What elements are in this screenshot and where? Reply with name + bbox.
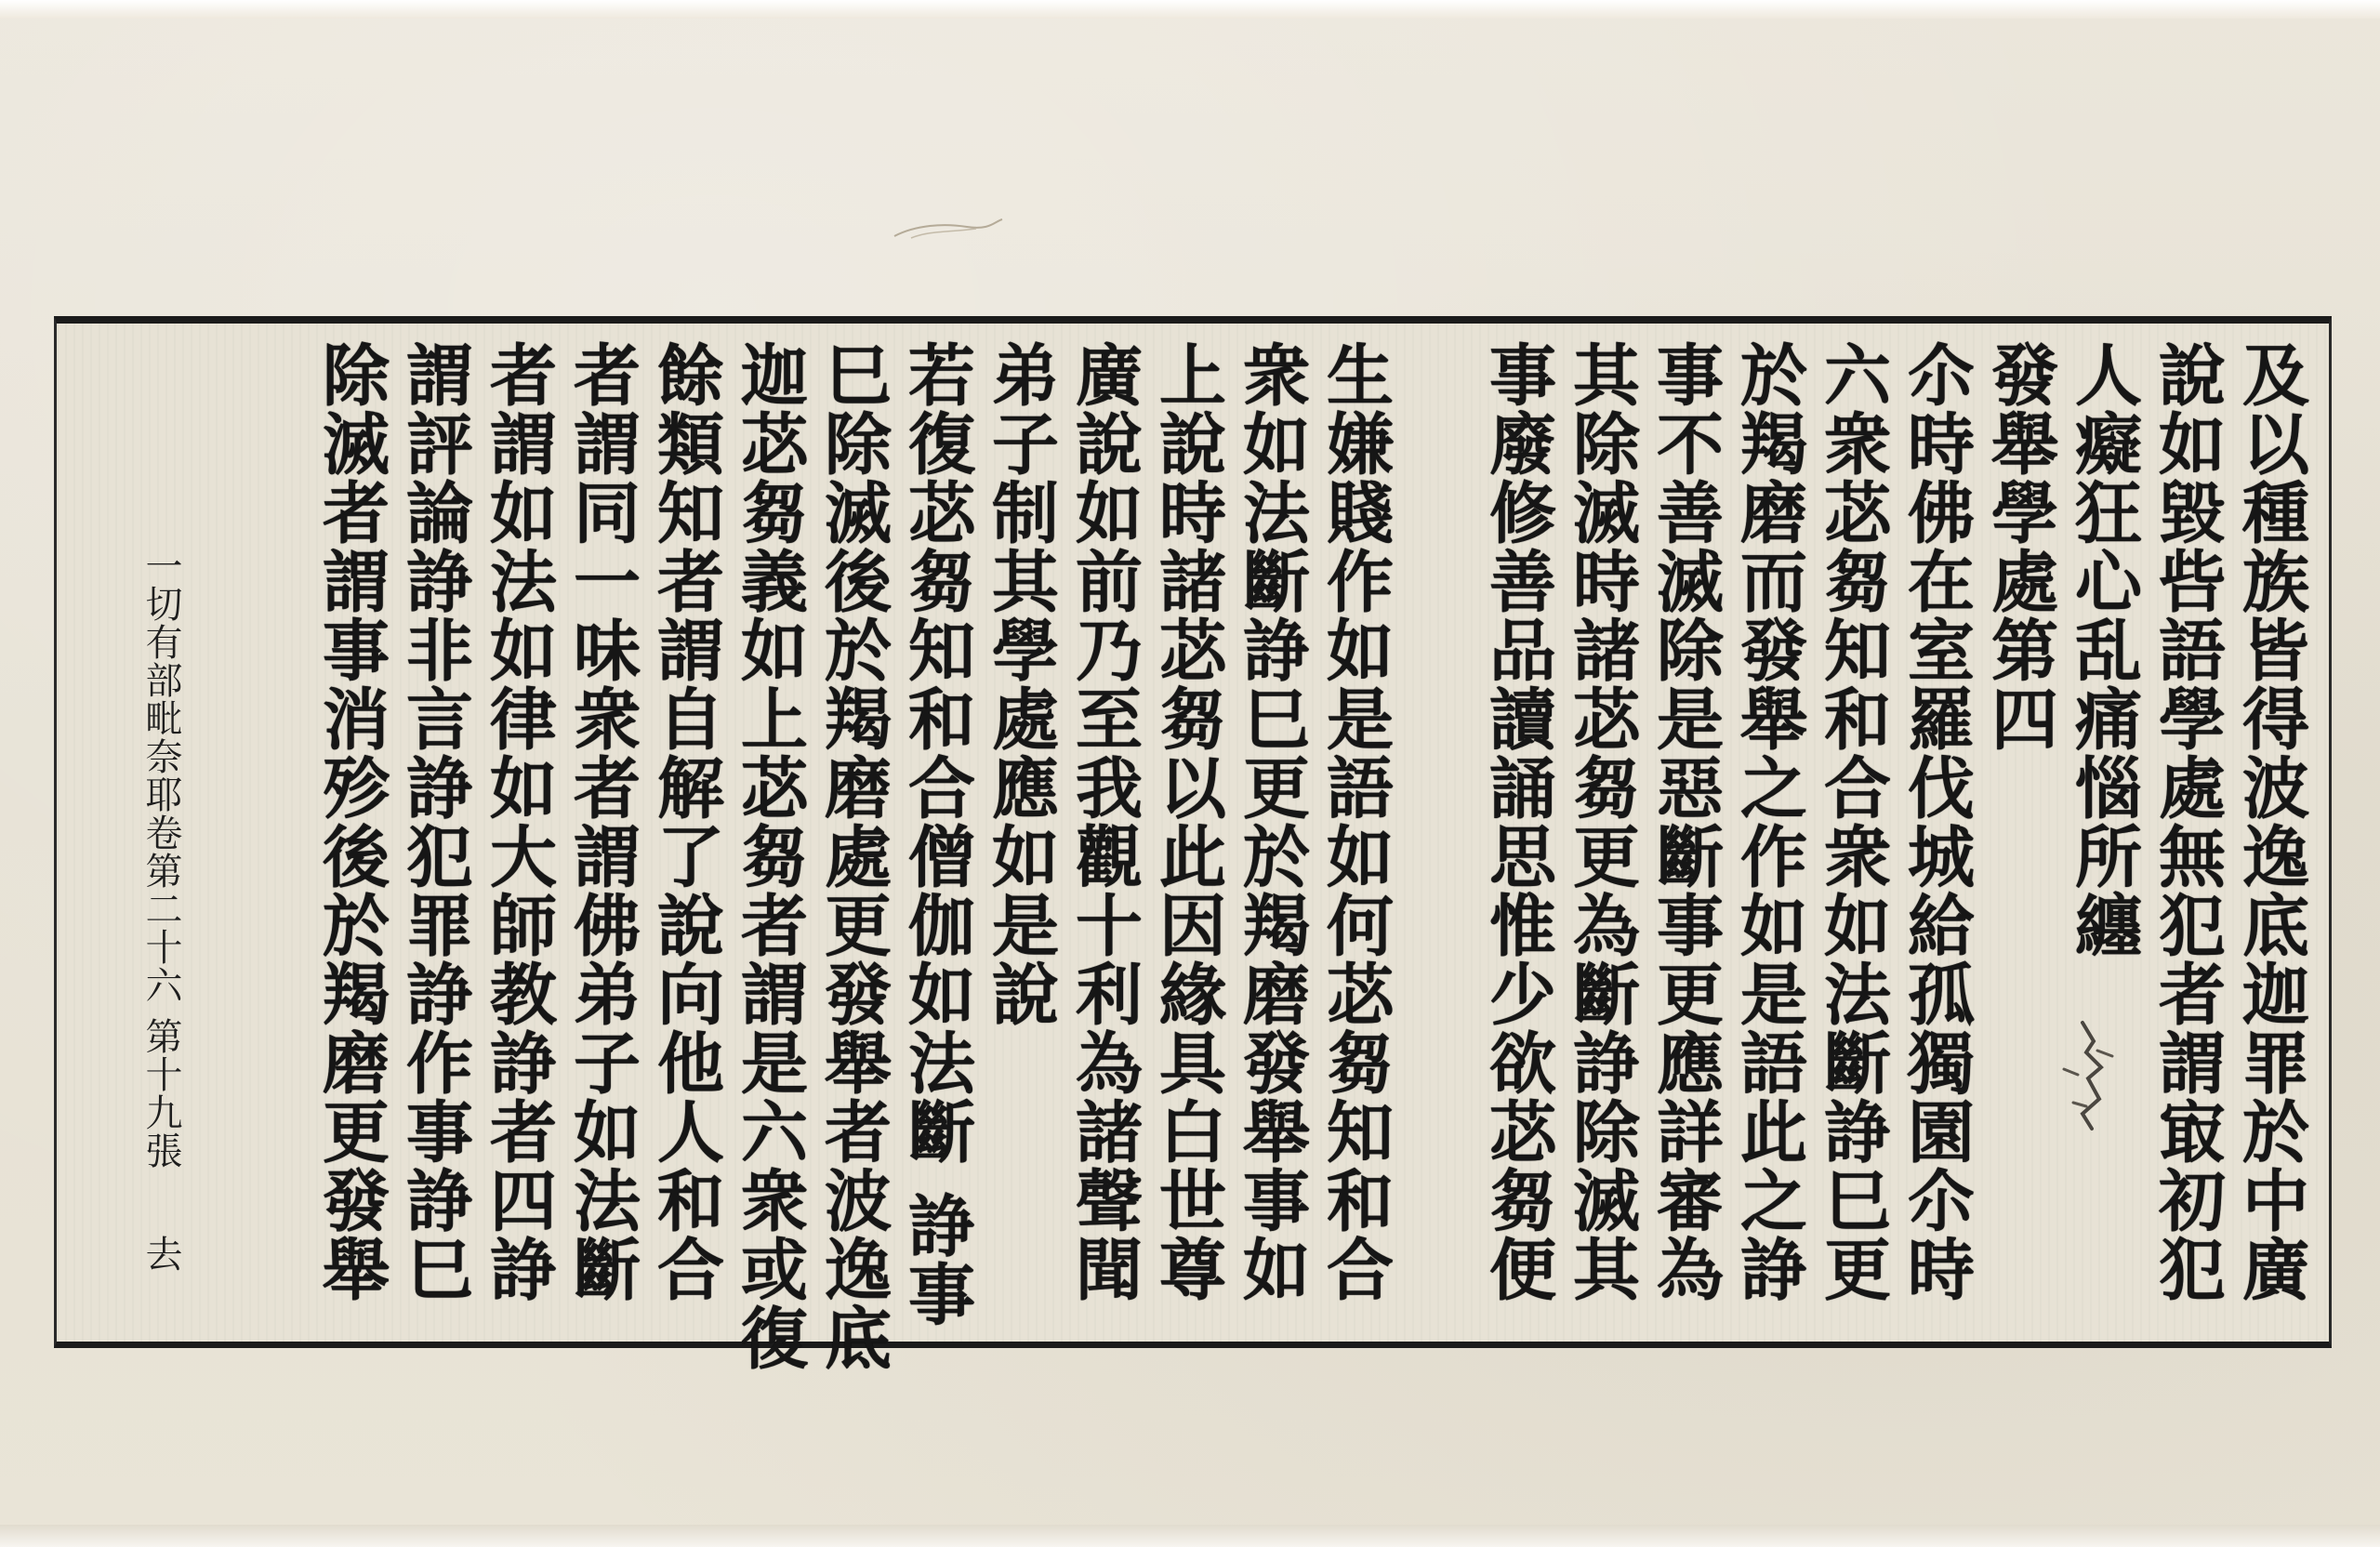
text-column-22: 謂評論諍非言諍犯罪諍作事諍巳	[395, 340, 474, 1303]
text-column-12: 衆如法斷諍巳更於羯磨發舉事如	[1232, 340, 1311, 1303]
margin-mark: 去	[139, 1235, 182, 1273]
text-column-20: 者謂同一味衆者謂佛弟子如法斷	[562, 340, 641, 1303]
woodblock-text-frame	[54, 316, 2332, 1372]
text-column-8: 事不善滅除是惡斷事更應詳審為	[1646, 340, 1725, 1303]
text-column-1: 及以種族皆得波逸底迦罪於中廣	[2231, 340, 2310, 1303]
text-column-16: 若復苾芻知和合僧伽如法斷 諍事	[897, 340, 976, 1329]
text-column-10: 事廢修善品讀誦思惟少欲苾芻便	[1478, 340, 1557, 1303]
ink-blot-mark	[2045, 1013, 2129, 1134]
text-column-5: 尒時佛在室羅伐城給孤獨園尒時	[1897, 340, 1976, 1303]
text-column-17: 巳除滅後於羯磨處更發舉者波逸底	[813, 340, 892, 1372]
margin-title: 一切有部毗奈耶卷第二十六 第十九張	[139, 547, 182, 1170]
text-column-7: 於羯磨而發舉之作如是語此之諍	[1729, 340, 1808, 1303]
text-column-13: 上說時諸苾芻以此因緣具白世尊	[1148, 340, 1227, 1303]
section-heading: 發舉學處第四	[1980, 340, 2059, 753]
paper-fiber-mark	[892, 216, 1004, 244]
text-column-2: 說如毀呰語學處無犯者謂㝡初犯	[2148, 340, 2227, 1303]
text-column-6: 六衆苾芻知和合衆如法斷諍巳更	[1813, 340, 1892, 1303]
text-column-19: 餘類知者謂自解了說向他人和合	[646, 340, 725, 1303]
text-column-23: 除滅者謂事消殄後於羯磨更發舉	[311, 340, 390, 1303]
text-column-11: 生嫌賤作如是語如何苾芻知和合	[1316, 340, 1395, 1303]
text-column-15: 弟子制其學處應如是說	[981, 340, 1060, 1028]
text-column-14: 廣說如前乃至我觀十利為諸聲聞	[1064, 340, 1144, 1303]
text-column-21: 者謂如法如律如大師教諍者四諍	[479, 340, 558, 1303]
text-column-18: 迦苾芻義如上苾芻者謂是六衆或復	[730, 340, 809, 1372]
page-bottom-edge	[0, 1525, 2380, 1547]
text-column-9: 其除滅時諸苾芻更為斷諍除滅其	[1562, 340, 1641, 1303]
text-column-3: 人癡狂心乱痛惱所纏	[2064, 340, 2143, 959]
page-top-edge	[0, 0, 2380, 19]
